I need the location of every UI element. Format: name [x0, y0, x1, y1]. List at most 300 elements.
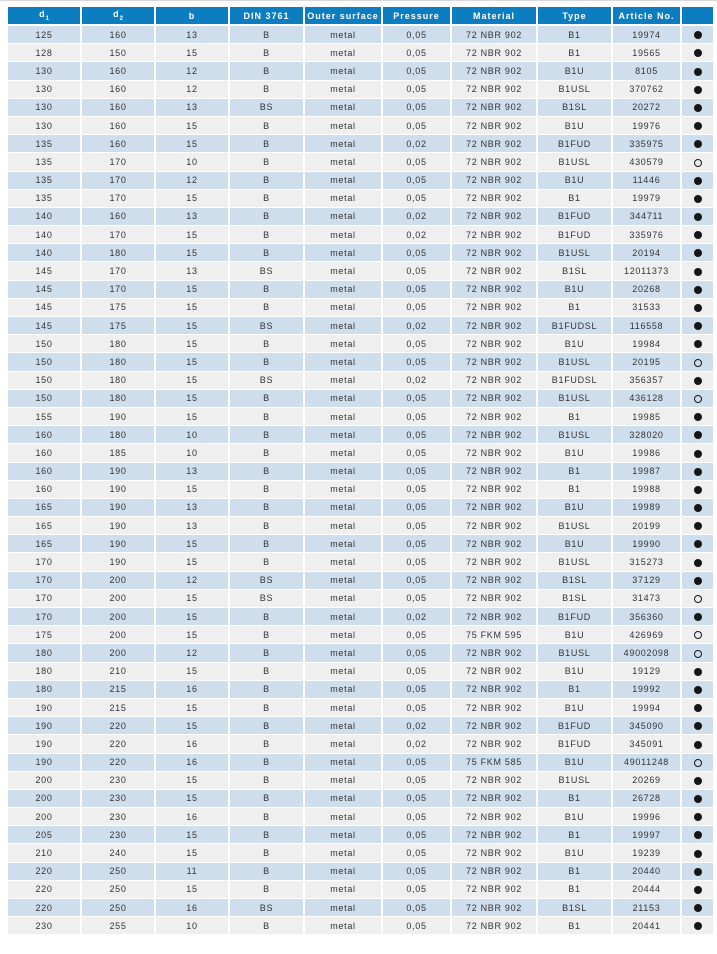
cell-pressure: 0,02 — [383, 135, 452, 153]
cell-d2: 200 — [82, 572, 156, 590]
cell-material: 72 NBR 902 — [452, 117, 538, 135]
cell-article_no: 426969 — [613, 626, 682, 644]
cell-d2: 210 — [82, 663, 156, 681]
cell-article_no: 31533 — [613, 299, 682, 317]
cell-din: B — [230, 644, 305, 662]
cell-din: B — [230, 408, 305, 426]
open-circle-icon — [694, 595, 702, 603]
table-row — [8, 190, 713, 208]
cell-article_no: 19996 — [613, 808, 682, 826]
table-row — [8, 208, 713, 226]
column-header-article_no: Article No. — [613, 7, 682, 26]
cell-material: 72 NBR 902 — [452, 917, 538, 935]
cell-outer_surface: metal — [305, 262, 383, 280]
cell-b: 15 — [156, 535, 230, 553]
table-row — [8, 463, 713, 481]
cell-pressure: 0,05 — [383, 644, 452, 662]
cell-type: B1USL — [538, 553, 613, 571]
table-header-row — [8, 7, 713, 26]
cell-b: 12 — [156, 572, 230, 590]
cell-type: B1 — [538, 481, 613, 499]
cell-availability — [682, 172, 713, 190]
filled-circle-icon — [694, 249, 702, 257]
cell-din: B — [230, 81, 305, 99]
cell-type: B1SL — [538, 572, 613, 590]
cell-d2: 230 — [82, 808, 156, 826]
cell-outer_surface: metal — [305, 44, 383, 62]
cell-type: B1FUD — [538, 208, 613, 226]
cell-din: B — [230, 608, 305, 626]
cell-din: BS — [230, 262, 305, 280]
cell-b: 15 — [156, 44, 230, 62]
cell-outer_surface: metal — [305, 463, 383, 481]
cell-din: B — [230, 153, 305, 171]
cell-b: 15 — [156, 135, 230, 153]
cell-b: 12 — [156, 172, 230, 190]
cell-availability — [682, 408, 713, 426]
cell-din: B — [230, 881, 305, 899]
table-row — [8, 663, 713, 681]
open-circle-icon — [694, 650, 702, 658]
cell-d1: 145 — [8, 317, 82, 335]
cell-d2: 220 — [82, 717, 156, 735]
cell-pressure: 0,05 — [383, 463, 452, 481]
cell-availability — [682, 81, 713, 99]
cell-type: B1USL — [538, 644, 613, 662]
cell-din: B — [230, 172, 305, 190]
cell-d1: 190 — [8, 735, 82, 753]
cell-type: B1U — [538, 626, 613, 644]
cell-material: 72 NBR 902 — [452, 717, 538, 735]
open-circle-icon — [694, 759, 702, 767]
cell-type: B1SL — [538, 99, 613, 117]
table-row — [8, 81, 713, 99]
cell-pressure: 0,05 — [383, 754, 452, 772]
cell-material: 72 NBR 902 — [452, 444, 538, 462]
cell-article_no: 26728 — [613, 790, 682, 808]
cell-material: 72 NBR 902 — [452, 881, 538, 899]
cell-din: B — [230, 681, 305, 699]
table-row — [8, 262, 713, 280]
cell-pressure: 0,05 — [383, 499, 452, 517]
cell-outer_surface: metal — [305, 717, 383, 735]
cell-availability — [682, 608, 713, 626]
cell-outer_surface: metal — [305, 626, 383, 644]
cell-b: 13 — [156, 262, 230, 280]
filled-circle-icon — [694, 213, 702, 221]
cell-type: B1 — [538, 44, 613, 62]
table-row — [8, 899, 713, 917]
cell-availability — [682, 517, 713, 535]
cell-d2: 180 — [82, 244, 156, 262]
cell-type: B1USL — [538, 153, 613, 171]
table-row — [8, 390, 713, 408]
cell-article_no: 20444 — [613, 881, 682, 899]
filled-circle-icon — [694, 450, 702, 458]
cell-d2: 250 — [82, 863, 156, 881]
cell-b: 15 — [156, 772, 230, 790]
filled-circle-icon — [694, 559, 702, 567]
cell-din: B — [230, 826, 305, 844]
cell-availability — [682, 444, 713, 462]
cell-type: B1 — [538, 408, 613, 426]
cell-outer_surface: metal — [305, 281, 383, 299]
cell-article_no: 19239 — [613, 844, 682, 862]
filled-circle-icon — [694, 886, 702, 894]
cell-type: B1FUD — [538, 608, 613, 626]
cell-pressure: 0,05 — [383, 335, 452, 353]
cell-din: B — [230, 208, 305, 226]
cell-d2: 240 — [82, 844, 156, 862]
cell-availability — [682, 808, 713, 826]
cell-d1: 190 — [8, 699, 82, 717]
table-row — [8, 517, 713, 535]
cell-type: B1USL — [538, 517, 613, 535]
cell-pressure: 0,05 — [383, 772, 452, 790]
column-header-subscript: 1 — [45, 15, 49, 22]
cell-availability — [682, 26, 713, 44]
cell-pressure: 0,05 — [383, 826, 452, 844]
table-row — [8, 444, 713, 462]
cell-outer_surface: metal — [305, 917, 383, 935]
cell-type: B1 — [538, 881, 613, 899]
cell-pressure: 0,05 — [383, 62, 452, 80]
cell-pressure: 0,05 — [383, 353, 452, 371]
cell-din: B — [230, 244, 305, 262]
cell-d2: 185 — [82, 444, 156, 462]
cell-din: B — [230, 26, 305, 44]
cell-d2: 190 — [82, 517, 156, 535]
cell-d2: 170 — [82, 262, 156, 280]
cell-d2: 175 — [82, 299, 156, 317]
cell-pressure: 0,05 — [383, 408, 452, 426]
cell-pressure: 0,02 — [383, 372, 452, 390]
cell-b: 10 — [156, 444, 230, 462]
filled-circle-icon — [694, 540, 702, 548]
cell-d1: 140 — [8, 226, 82, 244]
cell-d1: 155 — [8, 408, 82, 426]
cell-b: 15 — [156, 881, 230, 899]
cell-material: 72 NBR 902 — [452, 62, 538, 80]
cell-outer_surface: metal — [305, 535, 383, 553]
cell-pressure: 0,05 — [383, 81, 452, 99]
cell-article_no: 49011248 — [613, 754, 682, 772]
cell-d1: 165 — [8, 535, 82, 553]
cell-pressure: 0,05 — [383, 535, 452, 553]
cell-pressure: 0,05 — [383, 899, 452, 917]
cell-article_no: 20269 — [613, 772, 682, 790]
cell-din: B — [230, 444, 305, 462]
filled-circle-icon — [694, 868, 702, 876]
cell-type: B1FUD — [538, 735, 613, 753]
cell-d2: 160 — [82, 62, 156, 80]
column-header-availability — [682, 7, 713, 26]
cell-d1: 160 — [8, 426, 82, 444]
cell-article_no: 20268 — [613, 281, 682, 299]
open-circle-icon — [694, 631, 702, 639]
cell-article_no: 116558 — [613, 317, 682, 335]
cell-d1: 230 — [8, 917, 82, 935]
table-row — [8, 590, 713, 608]
cell-din: B — [230, 226, 305, 244]
cell-article_no: 12011373 — [613, 262, 682, 280]
cell-b: 15 — [156, 372, 230, 390]
cell-d1: 210 — [8, 844, 82, 862]
cell-type: B1 — [538, 26, 613, 44]
cell-din: B — [230, 62, 305, 80]
cell-d2: 190 — [82, 535, 156, 553]
cell-b: 13 — [156, 99, 230, 117]
cell-type: B1FUDSL — [538, 317, 613, 335]
table-row — [8, 317, 713, 335]
cell-d1: 200 — [8, 808, 82, 826]
cell-article_no: 19988 — [613, 481, 682, 499]
cell-d2: 200 — [82, 608, 156, 626]
cell-din: BS — [230, 317, 305, 335]
cell-d1: 180 — [8, 644, 82, 662]
cell-b: 15 — [156, 608, 230, 626]
cell-availability — [682, 372, 713, 390]
table-row — [8, 790, 713, 808]
cell-outer_surface: metal — [305, 226, 383, 244]
cell-d1: 125 — [8, 26, 82, 44]
cell-article_no: 19994 — [613, 699, 682, 717]
cell-d2: 170 — [82, 281, 156, 299]
cell-material: 72 NBR 902 — [452, 826, 538, 844]
cell-b: 13 — [156, 26, 230, 44]
cell-d1: 180 — [8, 681, 82, 699]
filled-circle-icon — [694, 850, 702, 858]
filled-circle-icon — [694, 922, 702, 930]
filled-circle-icon — [694, 577, 702, 585]
cell-availability — [682, 899, 713, 917]
cell-type: B1USL — [538, 426, 613, 444]
table-row — [8, 535, 713, 553]
cell-d1: 160 — [8, 463, 82, 481]
cell-material: 72 NBR 902 — [452, 244, 538, 262]
cell-material: 72 NBR 902 — [452, 463, 538, 481]
cell-material: 72 NBR 902 — [452, 790, 538, 808]
cell-article_no: 430579 — [613, 153, 682, 171]
filled-circle-icon — [694, 340, 702, 348]
cell-d2: 190 — [82, 499, 156, 517]
cell-d1: 145 — [8, 281, 82, 299]
column-header-subscript: 2 — [119, 15, 123, 22]
cell-pressure: 0,05 — [383, 117, 452, 135]
cell-din: B — [230, 426, 305, 444]
cell-b: 15 — [156, 281, 230, 299]
cell-pressure: 0,05 — [383, 881, 452, 899]
table-body — [8, 26, 713, 935]
cell-din: B — [230, 626, 305, 644]
cell-outer_surface: metal — [305, 699, 383, 717]
cell-material: 72 NBR 902 — [452, 317, 538, 335]
filled-circle-icon — [694, 140, 702, 148]
cell-b: 15 — [156, 626, 230, 644]
column-header-b: b — [156, 7, 230, 26]
cell-pressure: 0,02 — [383, 717, 452, 735]
cell-material: 72 NBR 902 — [452, 353, 538, 371]
cell-b: 15 — [156, 299, 230, 317]
cell-d1: 140 — [8, 244, 82, 262]
cell-pressure: 0,05 — [383, 244, 452, 262]
cell-type: B1USL — [538, 390, 613, 408]
cell-outer_surface: metal — [305, 299, 383, 317]
table-row — [8, 553, 713, 571]
cell-b: 10 — [156, 917, 230, 935]
table-row — [8, 699, 713, 717]
cell-material: 72 NBR 902 — [452, 44, 538, 62]
cell-outer_surface: metal — [305, 826, 383, 844]
cell-availability — [682, 572, 713, 590]
cell-d2: 190 — [82, 463, 156, 481]
cell-outer_surface: metal — [305, 99, 383, 117]
cell-outer_surface: metal — [305, 317, 383, 335]
cell-d1: 205 — [8, 826, 82, 844]
cell-article_no: 19984 — [613, 335, 682, 353]
cell-type: B1 — [538, 790, 613, 808]
cell-material: 72 NBR 902 — [452, 535, 538, 553]
table-row — [8, 826, 713, 844]
cell-availability — [682, 826, 713, 844]
cell-b: 15 — [156, 663, 230, 681]
cell-article_no: 20199 — [613, 517, 682, 535]
cell-din: B — [230, 299, 305, 317]
cell-din: B — [230, 463, 305, 481]
cell-outer_surface: metal — [305, 390, 383, 408]
cell-b: 15 — [156, 317, 230, 335]
cell-material: 72 NBR 902 — [452, 153, 538, 171]
cell-availability — [682, 917, 713, 935]
filled-circle-icon — [694, 504, 702, 512]
cell-pressure: 0,05 — [383, 790, 452, 808]
cell-din: B — [230, 553, 305, 571]
cell-type: B1U — [538, 663, 613, 681]
cell-pressure: 0,05 — [383, 26, 452, 44]
cell-type: B1U — [538, 499, 613, 517]
cell-din: BS — [230, 590, 305, 608]
cell-availability — [682, 881, 713, 899]
cell-material: 72 NBR 902 — [452, 99, 538, 117]
cell-material: 72 NBR 902 — [452, 735, 538, 753]
cell-outer_surface: metal — [305, 244, 383, 262]
cell-d1: 190 — [8, 717, 82, 735]
cell-pressure: 0,05 — [383, 663, 452, 681]
filled-circle-icon — [694, 268, 702, 276]
cell-availability — [682, 626, 713, 644]
cell-b: 15 — [156, 844, 230, 862]
cell-din: B — [230, 481, 305, 499]
cell-outer_surface: metal — [305, 863, 383, 881]
cell-material: 72 NBR 902 — [452, 135, 538, 153]
cell-din: BS — [230, 899, 305, 917]
cell-d1: 135 — [8, 172, 82, 190]
cell-material: 72 NBR 902 — [452, 190, 538, 208]
cell-d2: 200 — [82, 644, 156, 662]
cell-article_no: 335975 — [613, 135, 682, 153]
column-header-outer_surface: Outer surface — [305, 7, 383, 26]
cell-type: B1SL — [538, 262, 613, 280]
cell-pressure: 0,02 — [383, 226, 452, 244]
column-header-din: DIN 3761 — [230, 7, 305, 26]
cell-material: 72 NBR 902 — [452, 372, 538, 390]
cell-d2: 180 — [82, 426, 156, 444]
cell-din: B — [230, 844, 305, 862]
cell-article_no: 20272 — [613, 99, 682, 117]
filled-circle-icon — [694, 68, 702, 76]
cell-d2: 170 — [82, 172, 156, 190]
cell-article_no: 19976 — [613, 117, 682, 135]
cell-b: 15 — [156, 717, 230, 735]
cell-article_no: 345091 — [613, 735, 682, 753]
cell-type: B1FUD — [538, 226, 613, 244]
cell-article_no: 20194 — [613, 244, 682, 262]
table-row — [8, 135, 713, 153]
cell-material: 72 NBR 902 — [452, 590, 538, 608]
cell-type: B1U — [538, 754, 613, 772]
table-row — [8, 372, 713, 390]
cell-material: 72 NBR 902 — [452, 644, 538, 662]
table-row — [8, 353, 713, 371]
cell-b: 15 — [156, 226, 230, 244]
cell-pressure: 0,05 — [383, 172, 452, 190]
cell-outer_surface: metal — [305, 553, 383, 571]
cell-outer_surface: metal — [305, 444, 383, 462]
cell-pressure: 0,05 — [383, 572, 452, 590]
cell-availability — [682, 390, 713, 408]
cell-availability — [682, 844, 713, 862]
cell-material: 72 NBR 902 — [452, 517, 538, 535]
cell-b: 12 — [156, 62, 230, 80]
cell-material: 72 NBR 902 — [452, 499, 538, 517]
cell-availability — [682, 772, 713, 790]
cell-type: B1 — [538, 190, 613, 208]
cell-type: B1 — [538, 826, 613, 844]
cell-din: B — [230, 44, 305, 62]
table-row — [8, 917, 713, 935]
cell-din: BS — [230, 572, 305, 590]
cell-outer_surface: metal — [305, 81, 383, 99]
cell-b: 10 — [156, 426, 230, 444]
cell-material: 72 NBR 902 — [452, 172, 538, 190]
cell-pressure: 0,05 — [383, 517, 452, 535]
cell-availability — [682, 535, 713, 553]
cell-d2: 180 — [82, 335, 156, 353]
table-row — [8, 408, 713, 426]
filled-circle-icon — [694, 86, 702, 94]
cell-article_no: 335976 — [613, 226, 682, 244]
filled-circle-icon — [694, 231, 702, 239]
cell-din: B — [230, 717, 305, 735]
cell-d1: 200 — [8, 790, 82, 808]
cell-d2: 175 — [82, 317, 156, 335]
cell-d1: 170 — [8, 553, 82, 571]
cell-d2: 230 — [82, 772, 156, 790]
cell-d2: 170 — [82, 190, 156, 208]
filled-circle-icon — [694, 195, 702, 203]
cell-d2: 160 — [82, 135, 156, 153]
filled-circle-icon — [694, 286, 702, 294]
table-row — [8, 717, 713, 735]
cell-availability — [682, 353, 713, 371]
cell-d2: 190 — [82, 481, 156, 499]
table-row — [8, 26, 713, 44]
table-row — [8, 881, 713, 899]
filled-circle-icon — [694, 686, 702, 694]
filled-circle-icon — [694, 177, 702, 185]
cell-article_no: 370762 — [613, 81, 682, 99]
cell-din: B — [230, 808, 305, 826]
